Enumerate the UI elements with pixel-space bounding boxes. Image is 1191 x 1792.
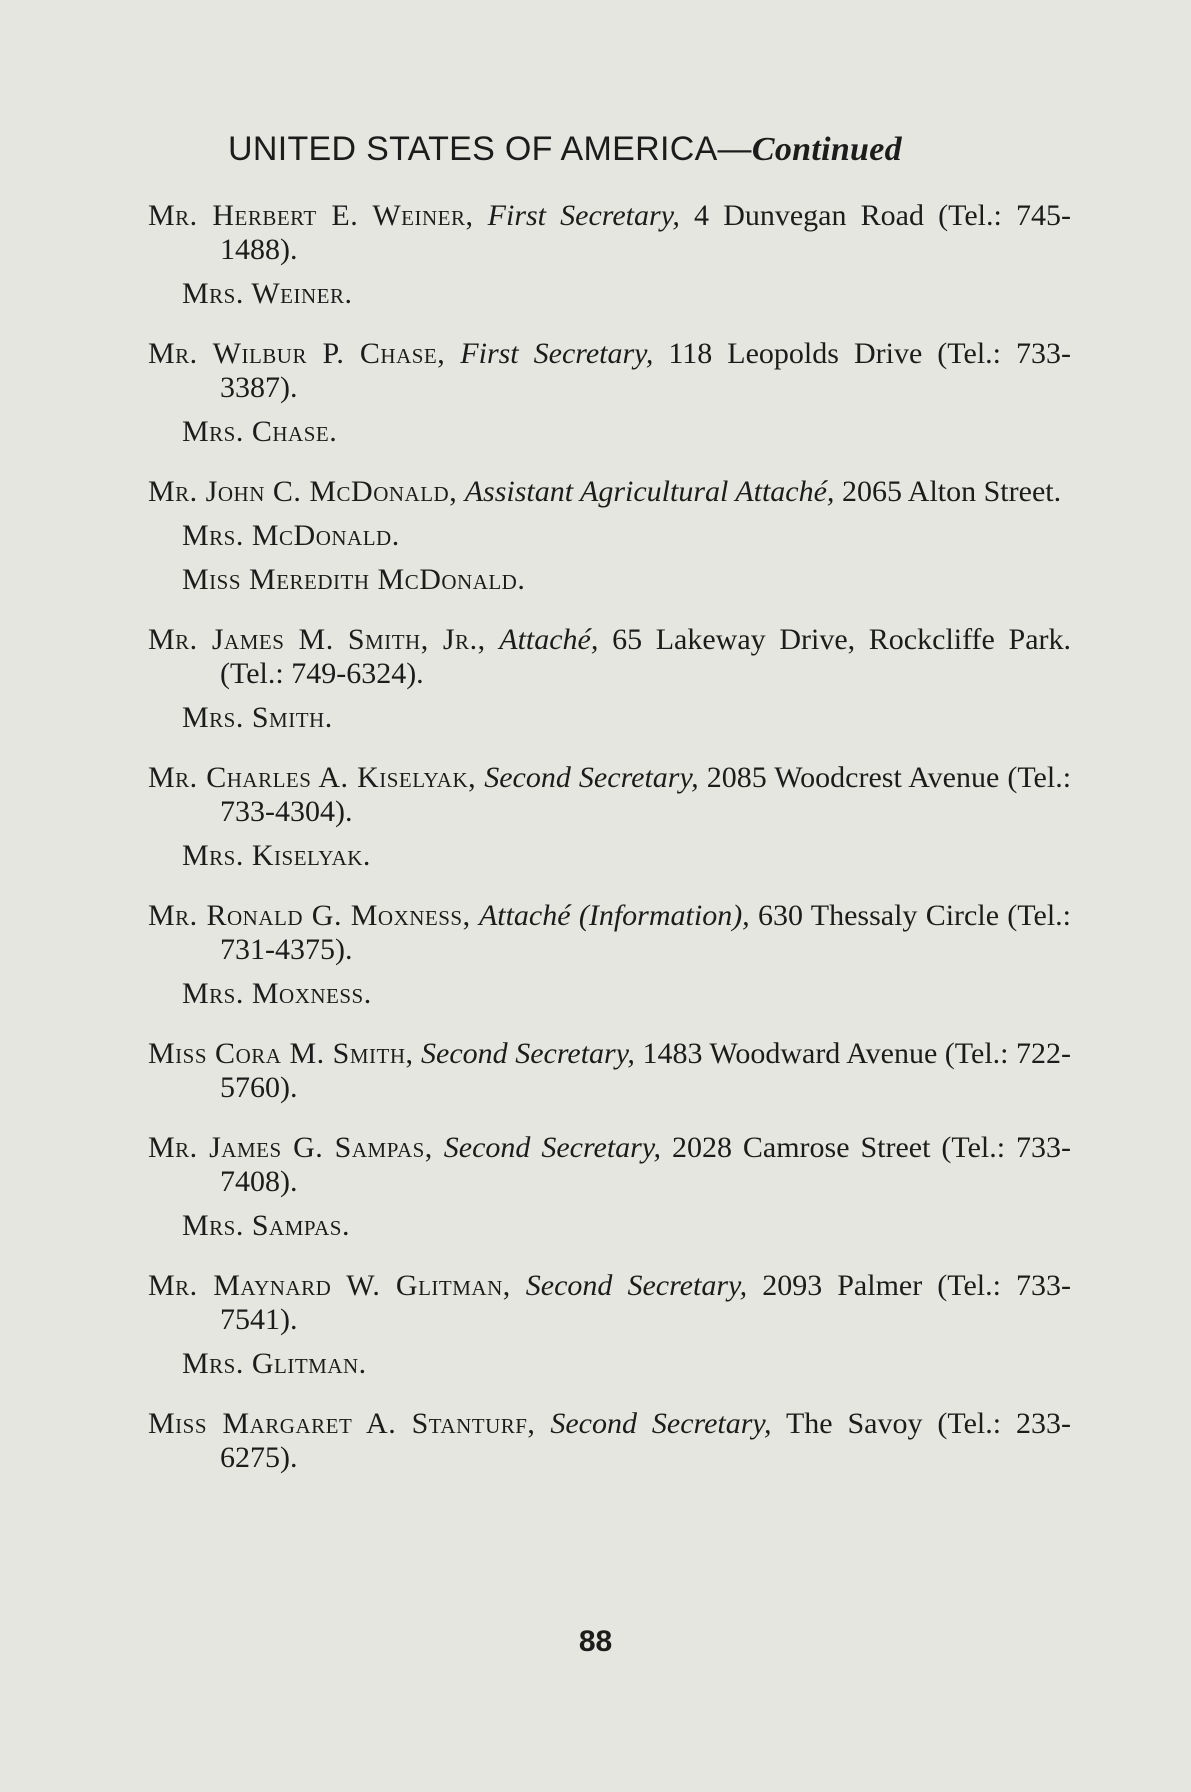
entry-weiner (148, 199, 1071, 311)
person-details: 4 Dunvegan Road (Tel.: 745-1488). (220, 199, 1071, 266)
entry-main (148, 899, 1071, 967)
person-details: 118 Leopolds Drive (Tel.: 733-3387). (220, 337, 1072, 404)
entry-sampas (148, 1131, 1071, 1243)
person-name: Miss Margaret A. Stanturf, (148, 1407, 536, 1440)
person-role: First Secretary, (460, 337, 654, 370)
spouse-line: Mrs. McDonald. (182, 519, 400, 552)
person-details: 630 Thessaly Circle (Tel.: 731-4375). (220, 899, 1072, 966)
person-name: Mr. John C. McDonald, (148, 475, 458, 508)
person-role: Second Secretary, (443, 1131, 661, 1164)
header-continued: Continued (751, 131, 902, 168)
entry-main (148, 1037, 1071, 1105)
person-name: Mr. Wilbur P. Chase, (148, 337, 446, 370)
person-role: Assistant Agricultural Attaché, (464, 475, 835, 508)
person-details: 2093 Palmer (Tel.: 733-7541). (220, 1269, 1072, 1336)
person-name: Mr. James G. Sampas, (148, 1131, 433, 1164)
person-name: Mr. Charles A. Kiselyak, (148, 761, 477, 794)
person-role: Second Secretary, (550, 1407, 772, 1440)
header-title: UNITED STATES OF AMERICA— (228, 130, 752, 168)
entry-main (148, 1131, 1071, 1199)
page-number: 88 (578, 1625, 613, 1658)
person-name: Miss Cora M. Smith, (148, 1037, 414, 1070)
entry-main (148, 1407, 1071, 1475)
entry-main (148, 199, 1071, 267)
family-line: Miss Meredith McDonald. (182, 563, 526, 596)
person-role: Attaché (Information), (478, 899, 750, 932)
spouse-line: Mrs. Smith. (182, 701, 333, 734)
entry-chase (148, 337, 1071, 449)
entry-stanturf (148, 1407, 1071, 1475)
spouse-line: Mrs. Chase. (182, 415, 338, 448)
person-name: Mr. Ronald G. Moxness, (148, 899, 471, 932)
person-role: Second Secretary, (525, 1269, 748, 1302)
spouse-line: Mrs. Kiselyak. (182, 839, 371, 872)
person-details: 65 Lakeway Drive, Rockcliffe Park. (Tel.: 749-6324). (220, 623, 1072, 690)
entry-main (148, 337, 1071, 405)
spouse-line: Mrs. Weiner. (182, 277, 353, 310)
entry-glitman (148, 1269, 1071, 1381)
person-role: Attaché, (499, 623, 599, 656)
entry-main (148, 761, 1071, 829)
entry-smith-cora (148, 1037, 1071, 1105)
person-role: Second Secretary, (484, 761, 699, 794)
spouse-line: Mrs. Moxness. (182, 977, 372, 1010)
person-role: First Secretary, (487, 199, 680, 232)
person-name: Mr. Herbert E. Weiner, (148, 199, 474, 232)
person-details: 2065 Alton Street. (841, 475, 1062, 508)
entry-main (148, 475, 1071, 509)
entry-mcdonald (148, 475, 1071, 597)
person-details: The Savoy (Tel.: 233-6275). (220, 1407, 1071, 1474)
person-details: 2028 Camrose Street (Tel.: 733-7408). (220, 1131, 1071, 1198)
person-name: Mr. James M. Smith, Jr., (148, 623, 486, 656)
person-details: 2085 Woodcrest Avenue (Tel.: 733-4304). (220, 761, 1072, 828)
page-header (228, 130, 1071, 169)
entry-smith-james (148, 623, 1071, 735)
entry-main (148, 623, 1071, 691)
spouse-line: Mrs. Glitman. (182, 1347, 367, 1380)
entry-list (148, 199, 1071, 1475)
entry-kiselyak (148, 761, 1071, 873)
person-details: 1483 Woodward Avenue (Tel.: 722-5760). (220, 1037, 1072, 1104)
spouse-line: Mrs. Sampas. (182, 1209, 350, 1242)
person-role: Second Secretary, (421, 1037, 635, 1070)
entry-main (148, 1269, 1071, 1337)
entry-moxness (148, 899, 1071, 1011)
person-name: Mr. Maynard W. Glitman, (148, 1269, 511, 1302)
